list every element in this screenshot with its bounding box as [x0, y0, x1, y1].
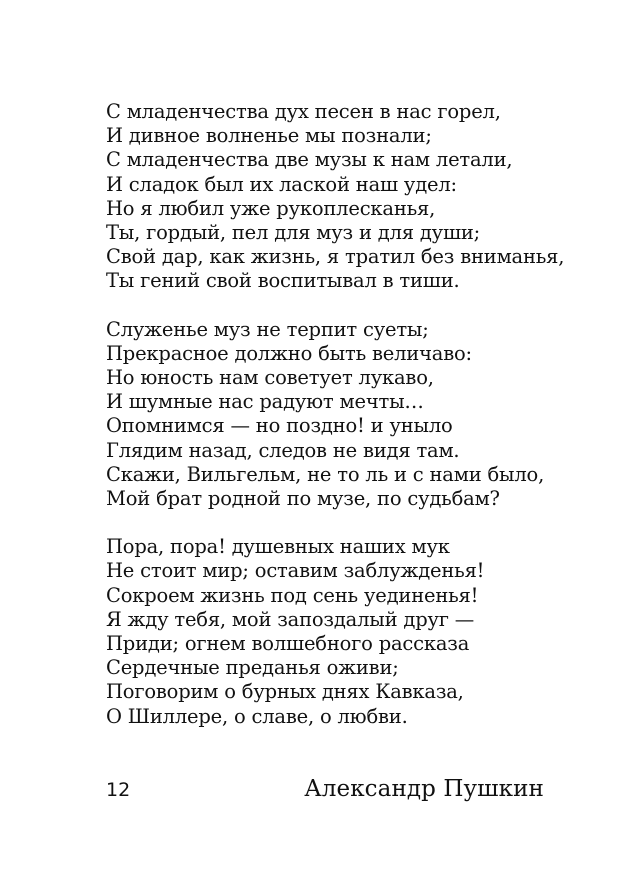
- poem-line: О Шиллере, о славе, о любви.: [106, 704, 408, 728]
- poem-line: Свой дар, как жизнь, я тратил без вниманья,: [106, 245, 565, 269]
- poem-line: Сокроем жизнь под сень уединенья!: [106, 583, 479, 607]
- poem-line: С младенчества дух песен в нас горел,: [106, 100, 501, 123]
- poem-line: Служенье муз не терпит суеты;: [106, 317, 429, 341]
- poem-line: И дивное волненье мы познали;: [106, 124, 432, 148]
- stanza-1: [106, 100, 566, 294]
- poem-line: И шумные нас радуют мечты…: [106, 390, 424, 414]
- poem-line: Прекрасное должно быть величаво:: [106, 341, 472, 365]
- poem-line: Но я любил уже рукоплесканья,: [106, 196, 436, 220]
- poem-line: Но юность нам советует лукаво,: [106, 366, 434, 390]
- poem-line: Поговорим о бурных днях Кавказа,: [106, 680, 464, 704]
- poem-line: Я жду тебя, мой запоздалый друг —: [106, 607, 475, 631]
- stanza-2: [106, 318, 566, 512]
- poem-line: Пора, пора! душевных наших мук: [106, 535, 450, 559]
- poem-line: Скажи, Вильгельм, не то ль и с нами было,: [106, 462, 545, 486]
- poem-line: Сердечные преданья оживи;: [106, 656, 399, 680]
- stanza-3: [106, 535, 566, 729]
- poem-line: Мой брат родной по музе, по судьбам?: [106, 487, 500, 511]
- poem-line: Не стоит мир; оставим заблужденья!: [106, 559, 485, 583]
- poem-line: Опомнимся — но поздно! и уныло: [106, 414, 453, 438]
- poem-line: Ты гений свой воспитывал в тиши.: [106, 269, 460, 293]
- poem-line: И сладок был их лаской наш удел:: [106, 172, 457, 196]
- poem-line: Глядим назад, следов не видя там.: [106, 438, 460, 462]
- poem-line: С младенчества две музы к нам летали,: [106, 148, 513, 172]
- poem-line: Приди; огнем волшебного рассказа: [106, 632, 470, 656]
- running-footer-author: Александр Пушкин: [304, 776, 544, 802]
- poem-line: Ты, гордый, пел для муз и для души;: [106, 221, 481, 245]
- page-number: 12: [106, 779, 131, 801]
- poem-text: [106, 100, 566, 729]
